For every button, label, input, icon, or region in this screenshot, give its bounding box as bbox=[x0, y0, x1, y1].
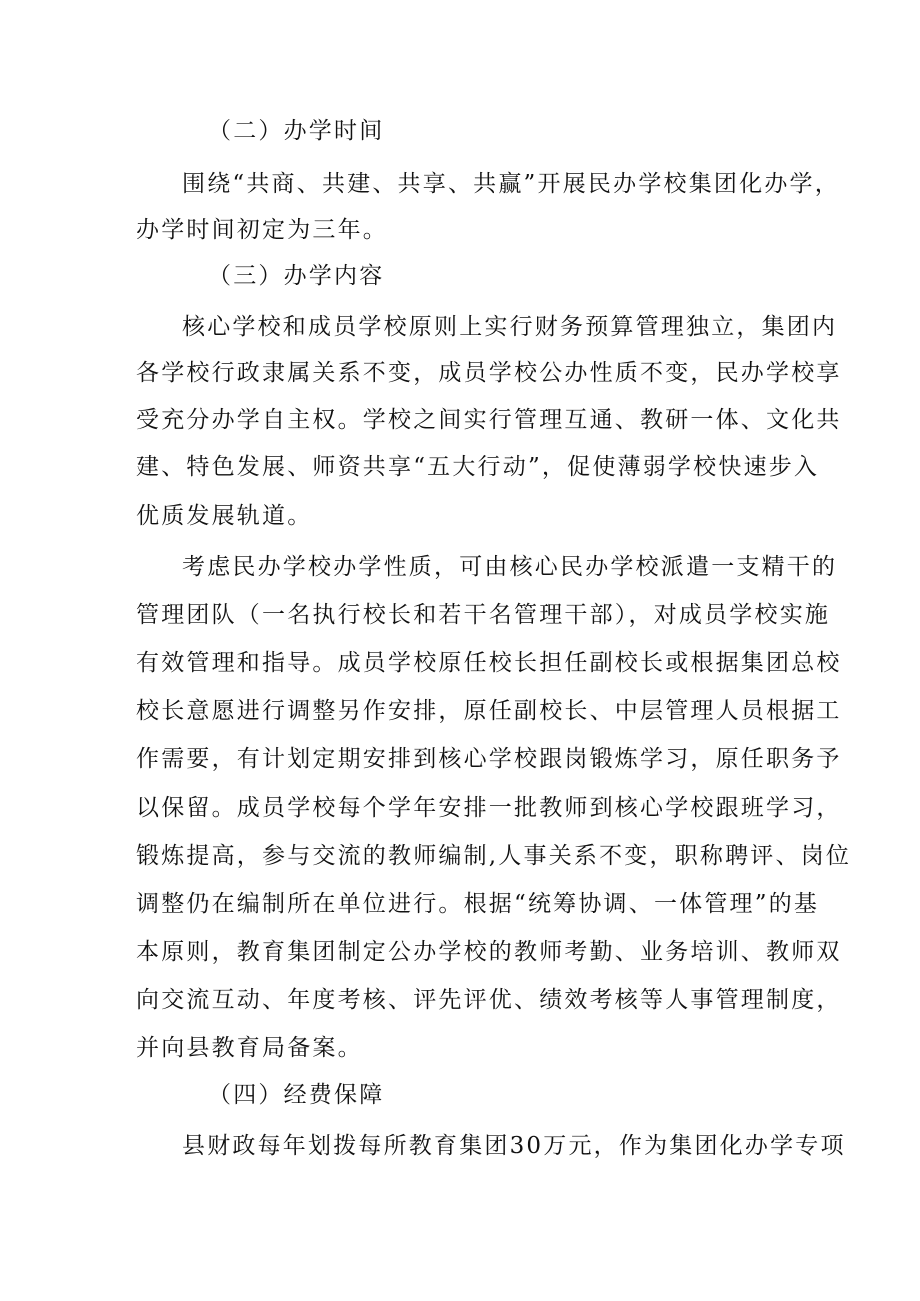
section-heading-funding: （四）经费保障 bbox=[208, 1082, 385, 1108]
paragraph-line: 各学校行政隶属关系不变，成员学校公办性质不变，民办学校享 bbox=[136, 360, 842, 386]
paragraph-line: 县财政每年划拨每所教育集团30万元，作为集团化办学专项 bbox=[182, 1133, 846, 1159]
section-heading-content: （三）办学内容 bbox=[208, 263, 385, 289]
paragraph-line: 并向县教育局备案。 bbox=[136, 1035, 363, 1061]
paragraph-line: 向交流互动、年度考核、评先评优、绩效考核等人事管理制度， bbox=[136, 987, 842, 1013]
paragraph-line: 有效管理和指导。成员学校原任校长担任副校长或根据集团总校 bbox=[136, 650, 842, 676]
section-heading-schedule: （二）办学时间 bbox=[208, 118, 385, 144]
paragraph-line: 围绕“共商、共建、共享、共赢”开展民办学校集团化办学， bbox=[182, 171, 840, 197]
paragraph-line: 作需要，有计划定期安排到核心学校跟岗锻炼学习，原任职务予 bbox=[136, 746, 842, 772]
paragraph-line: 考虑民办学校办学性质，可由核心民办学校派遣一支精干的 bbox=[182, 554, 838, 580]
paragraph-line: 调整仍在编制所在单位进行。根据“统筹协调、一体管理”的基 bbox=[136, 891, 820, 917]
paragraph-line: 本原则，教育集团制定公办学校的教师考勤、业务培训、教师双 bbox=[136, 939, 842, 965]
paragraph-line: 优质发展轨道。 bbox=[136, 503, 313, 529]
paragraph-line: 办学时间初定为三年。 bbox=[136, 217, 388, 243]
paragraph-line: 受充分办学自主权。学校之间实行管理互通、教研一体、文化共 bbox=[136, 407, 842, 433]
paragraph-line: 校长意愿进行调整另作安排，原任副校长、中层管理人员根据工 bbox=[136, 698, 842, 724]
paragraph-line: 以保留。成员学校每个学年安排一批教师到核心学校跟班学习， bbox=[136, 795, 842, 821]
paragraph-line: 建、特色发展、师资共享“五大行动”，促使薄弱学校快速步入 bbox=[136, 454, 820, 480]
paragraph-line: 管理团队（一名执行校长和若干名管理干部），对成员学校实施 bbox=[136, 602, 831, 628]
paragraph-line: 核心学校和成员学校原则上实行财务预算管理独立，集团内 bbox=[182, 314, 838, 340]
paragraph-line: 锻炼提高，参与交流的教师编制,人事关系不变，职称聘评、岗位 bbox=[136, 843, 852, 869]
